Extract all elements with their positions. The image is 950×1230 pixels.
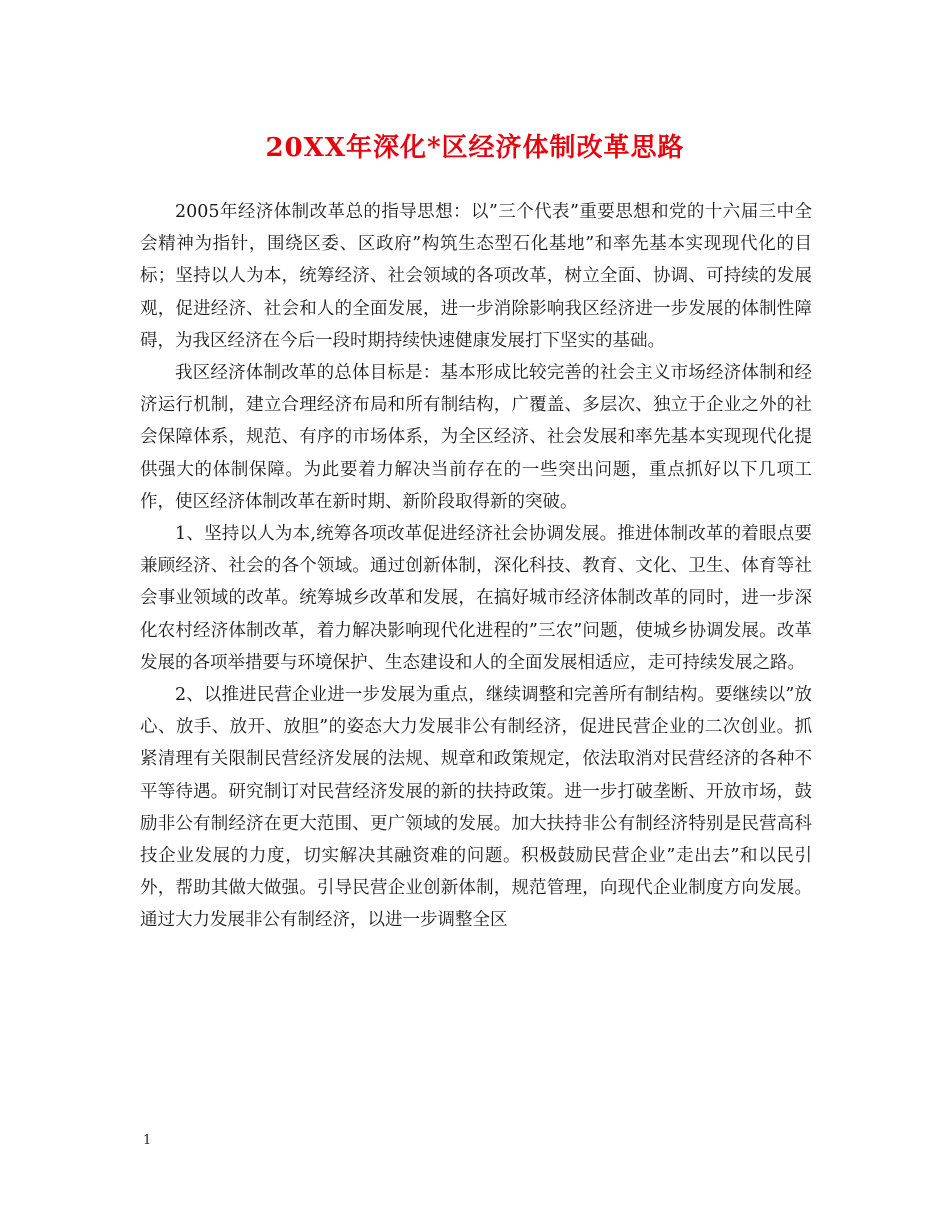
- document-body: [140, 196, 812, 937]
- paragraph-guiding-thought: 2005年经济体制改革总的指导思想：以”三个代表”重要思想和党的十六届三中全会精神为指针，围绕区委、区政府”构筑生态型石化基地”和率先基本实现现代化的目标；坚持以人为本，统筹经济、社会领域的各项改革，树立全面、协调、可持续的发展观，促进经济、社会和人的全面发展，进一步消除影响我区经济进一步发展的体制性障碍，为我区经济在今后一段时期持续快速健康发展打下坚实的基础。: [140, 202, 812, 351]
- document-title: 20XX年深化*区经济体制改革思路: [265, 133, 685, 163]
- paragraph-overall-goal: 我区经济体制改革的总体目标是：基本形成比较完善的社会主义市场经济体制和经济运行机制，建立合理经济布局和所有制结构，广覆盖、多层次、独立于企业之外的社会保障体系，规范、有序的市场体系，为全区经济、社会发展和率先基本实现现代化提供强大的体制保障。为此要着力解决当前存在的一些突出问题，重点抓好以下几项工作，使区经济体制改革在新时期、新阶段取得新的突破。: [140, 363, 812, 512]
- paragraph-item-2: 2、以推进民营企业进一步发展为重点，继续调整和完善所有制结构。要继续以”放心、放手、放开、放胆”的姿态大力发展非公有制经济，促进民营企业的二次创业。抓紧清理有关限制民营经济发展的法规、规章和政策规定，依法取消对民营经济的各种不平等待遇。研究制订对民营经济发展的新的扶持政策。进一步打破垄断、开放市场，鼓励非公有制经济在更大范围、更广领域的发展。加大扶持非公有制经济特别是民营高科技企业发展的力度，切实解决其融资难的问题。积极鼓励民营企业”走出去”和以民引外，帮助其做大做强。引导民营企业创新体制，规范管理，向现代企业制度方向发展。通过大力发展非公有制经济，以进一步调整全区: [140, 685, 812, 931]
- paragraph-item-1: 1、坚持以人为本,统筹各项改革促进经济社会协调发展。推进体制改革的着眼点要兼顾经济、社会的各个领域。通过创新体制，深化科技、教育、文化、卫生、体育等社会事业领域的改革。统筹城乡改革和发展，在搞好城市经济体制改革的同时，进一步深化农村经济体制改革，着力解决影响现代化进程的”三农”问题，使城乡协调发展。改革发展的各项举措要与环境保护、生态建设和人的全面发展相适应，走可持续发展之路。: [140, 524, 812, 673]
- page-number: 1: [143, 1133, 152, 1148]
